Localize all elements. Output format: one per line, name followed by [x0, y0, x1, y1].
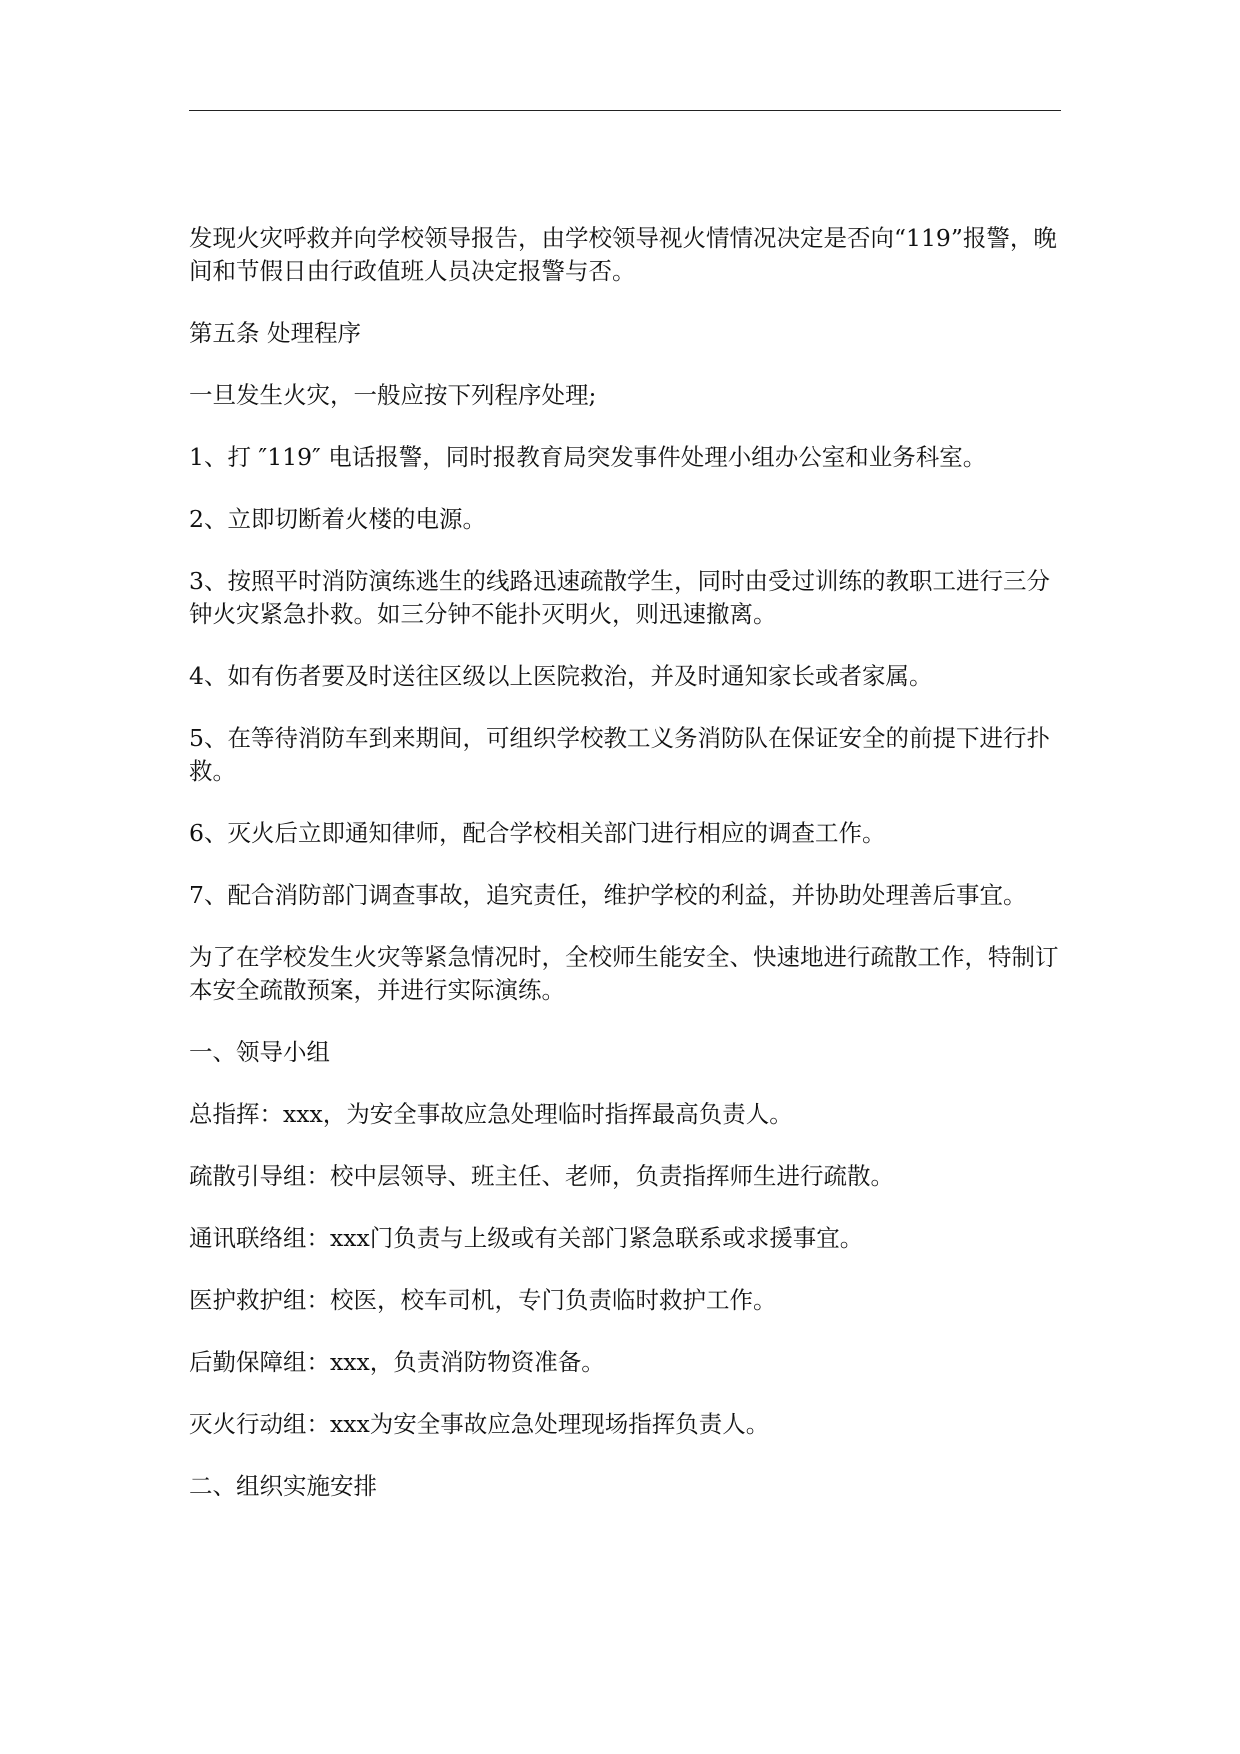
- procedure-step-2: 2、立即切断着火楼的电源。: [189, 505, 486, 533]
- role-communication-group: 通讯联络组：xxx门负责与上级或有关部门紧急联系或求援事宜。: [189, 1224, 864, 1252]
- section-heading-implementation: 二、组织实施安排: [189, 1472, 377, 1500]
- role-firefighting-group: 灭火行动组：xxx为安全事故应急处理现场指挥负责人。: [189, 1410, 770, 1438]
- role-logistics-group: 后勤保障组：xxx，负责消防物资准备。: [189, 1348, 605, 1376]
- procedure-step-5: 5、在等待消防车到来期间，可组织学校教工义务消防队在保证安全的前提下进行扑救。: [189, 724, 1050, 785]
- role-evacuation-guide-group: 疏散引导组：校中层领导、班主任、老师，负责指挥师生进行疏散。: [189, 1162, 894, 1190]
- procedure-step-4: 4、如有伤者要及时送往区级以上医院救治，并及时通知家长或者家属。: [189, 662, 933, 690]
- paragraph-procedure-intro: 一旦发生火灾，一般应按下列程序处理;: [189, 381, 597, 409]
- procedure-step-7: 7、配合消防部门调查事故，追究责任，维护学校的利益，并协助处理善后事宜。: [189, 881, 1027, 909]
- section-heading-article-5: 第五条 处理程序: [189, 319, 361, 347]
- procedure-step-3: 3、按照平时消防演练逃生的线路迅速疏散学生，同时由受过训练的教职工进行三分钟火灾紧急扑救。如三分钟不能扑灭明火，则迅速撤离。: [189, 567, 1050, 628]
- role-commander: 总指挥：xxx，为安全事故应急处理临时指挥最高负责人。: [189, 1100, 793, 1128]
- section-heading-leadership-group: 一、领导小组: [189, 1038, 330, 1066]
- document-body: [189, 222, 1069, 1532]
- procedure-step-6: 6、灭火后立即通知律师，配合学校相关部门进行相应的调查工作。: [189, 819, 886, 847]
- role-medical-rescue-group: 医护救护组：校医，校车司机，专门负责临时救护工作。: [189, 1286, 777, 1314]
- paragraph-evacuation-purpose: 为了在学校发生火灾等紧急情况时，全校师生能安全、快速地进行疏散工作，特制订本安全疏散预案，并进行实际演练。: [189, 943, 1059, 1004]
- paragraph-fire-report: 发现火灾呼救并向学校领导报告，由学校领导视火情情况决定是否向“119”报警，晚间和节假日由行政值班人员决定报警与否。: [189, 224, 1057, 285]
- procedure-step-1: 1、打 ″119″ 电话报警，同时报教育局突发事件处理小组办公室和业务科室。: [189, 443, 987, 471]
- header-rule: [189, 110, 1061, 111]
